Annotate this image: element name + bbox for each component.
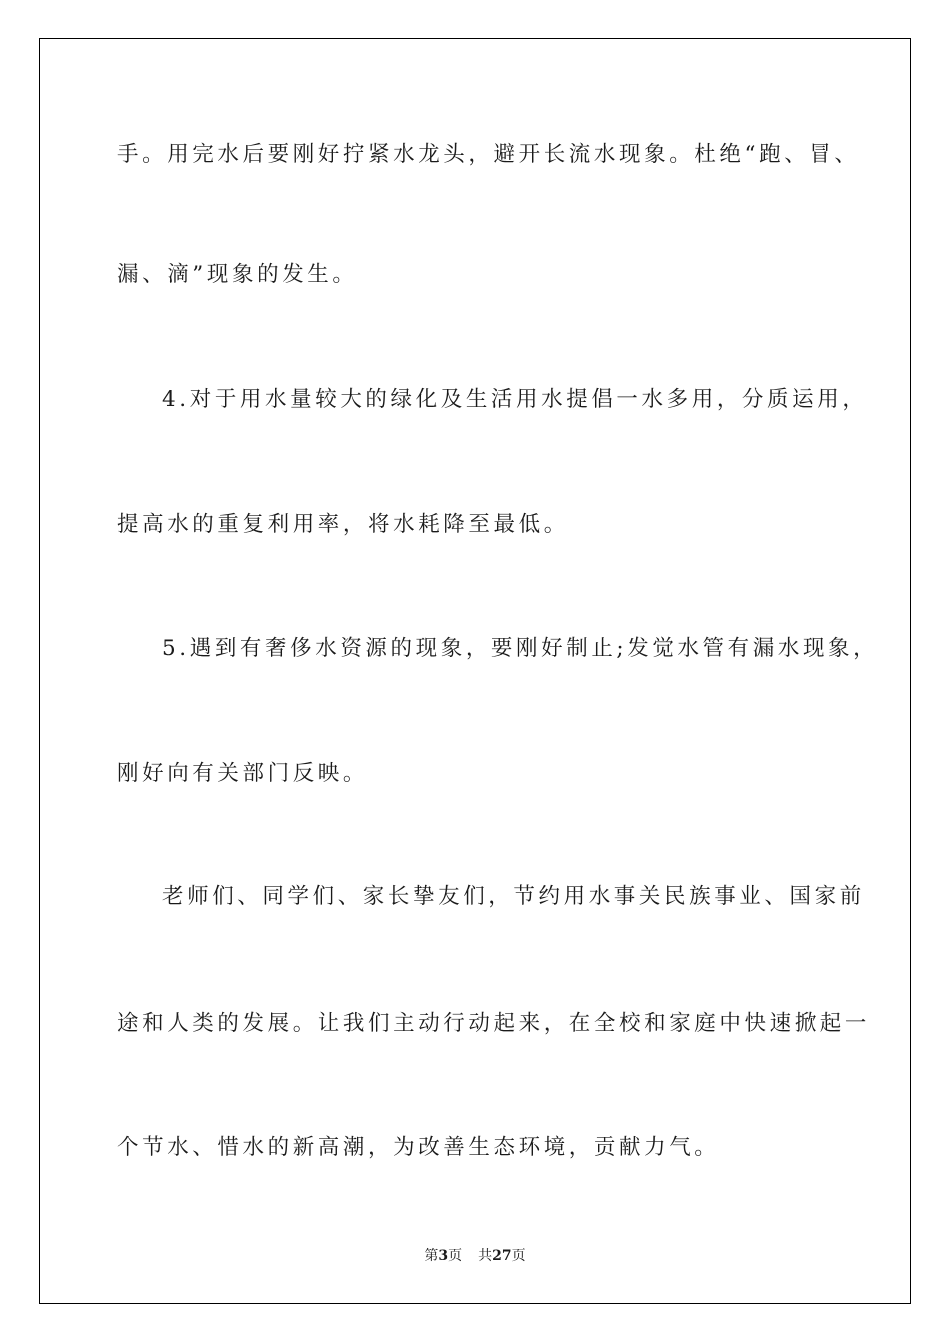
footer-page-number: 3: [438, 1248, 449, 1264]
body-line-5: 5.遇到有奢侈水资源的现象，要刚好制止;发觉水管有漏水现象，: [162, 636, 879, 661]
body-line-7: 老师们、同学们、家长挚友们，节约用水事关民族事业、国家前: [162, 884, 865, 909]
footer-total-prefix: 共: [478, 1248, 493, 1264]
body-line-6: 刚好向有关部门反映。: [117, 761, 369, 786]
footer-total-suffix: 页: [511, 1248, 526, 1264]
body-line-4: 提高水的重复利用率，将水耗降至最低。: [117, 512, 569, 537]
footer-page-prefix: 第: [424, 1248, 439, 1264]
body-line-8: 途和人类的发展。让我们主动行动起来，在全校和家庭中快速掀起一: [117, 1011, 871, 1036]
page-footer: [0, 1249, 950, 1263]
body-line-3: 4.对于用水量较大的绿化及生活用水提倡一水多用，分质运用，: [162, 387, 868, 412]
body-line-2: 漏、滴”现象的发生。: [117, 262, 358, 287]
footer-page-suffix: 页: [448, 1248, 463, 1264]
body-line-1: 手。用完水后要刚好拧紧水龙头，避开长流水现象。杜绝“跑、冒、: [117, 142, 860, 167]
footer-total-pages: 27: [492, 1248, 512, 1264]
page-border: [39, 38, 911, 1304]
body-line-9: 个节水、惜水的新高潮，为改善生态环境，贡献力气。: [117, 1135, 720, 1160]
